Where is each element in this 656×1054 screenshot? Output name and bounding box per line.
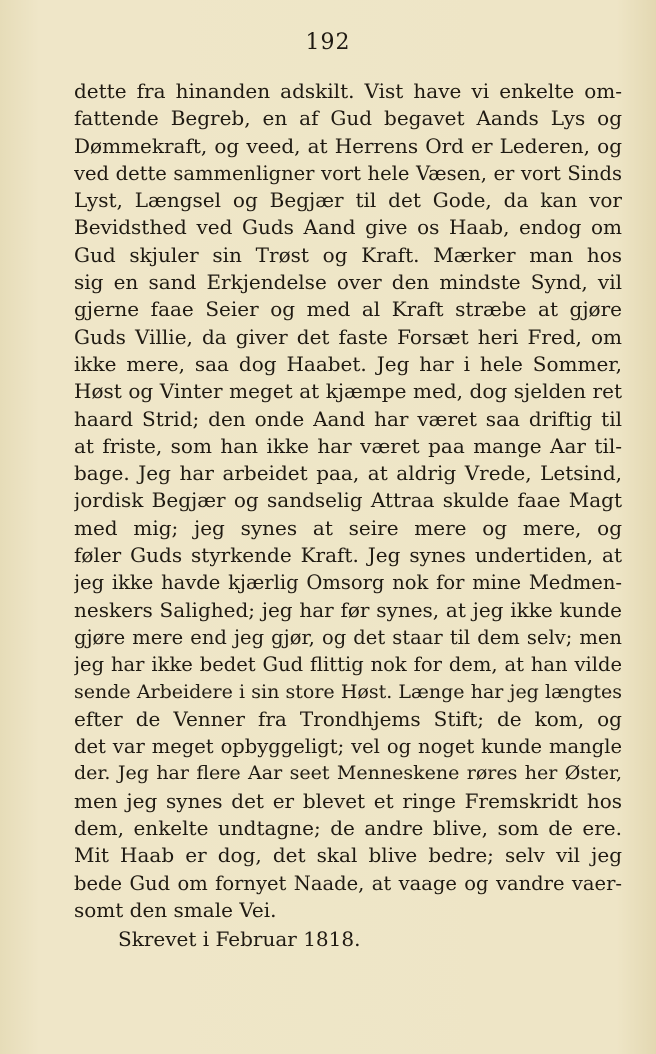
text-line: det var meget opbyggeligt; vel og noget kunde mangle [74, 735, 622, 759]
text-line: Høst og Vinter meget at kjæmpe med, dog sjelden ret [74, 379, 622, 404]
text-line: Dømmekraft, og veed, at Herrens Ord er Lederen, og [74, 133, 622, 158]
text-line: Guds Villie, da giver det faste Forsæt heri Fred, om [74, 324, 622, 349]
text-line: jeg har ikke bedet Gud flittig nok for dem, at han vilde [74, 653, 622, 677]
text-line: efter de Venner fra Trondhjems Stift; de kom, og [74, 706, 622, 731]
text-line: Bevidsthed ved Guds Aand give os Haab, endog om [74, 215, 622, 240]
text-line: Lyst, Længsel og Begjær til det Gode, da kan vor [74, 188, 622, 213]
text-line: jeg ikke havde kjærlig Omsorg nok for mine Medmen- [74, 571, 622, 595]
text-line: gjøre mere end jeg gjør, og det staar til dem selv; men [74, 625, 622, 649]
body-text [74, 78, 622, 954]
text-line: føler Guds styrkende Kraft. Jeg synes undertiden, at [74, 543, 622, 568]
text-line: neskers Salighed; jeg har før synes, at jeg ikke kunde [74, 597, 622, 622]
text-line: Gud skjuler sin Trøst og Kraft. Mærker man hos [74, 242, 622, 267]
text-line: fattende Begreb, en af Gud begavet Aands Lys og [74, 106, 622, 131]
text-line: haard Strid; den onde Aand har været saa driftig til [74, 406, 622, 431]
text-line: at friste, som han ikke har været paa mange Aar til- [74, 433, 622, 458]
text-line: gjerne faae Seier og med al Kraft stræbe at gjøre [74, 297, 622, 322]
text-line: sende Arbeidere i sin store Høst. Længe har jeg længtes [74, 680, 622, 703]
text-line: somt den smale Vei. [74, 897, 277, 922]
text-line: bage. Jeg har arbeidet paa, at aldrig Vrede, Letsind, [74, 461, 622, 486]
date-signature: Skrevet i Februar 1818. [118, 927, 361, 952]
text-line: ved dette sammenligner vort hele Væsen, er vort Sinds [74, 161, 622, 185]
page-number: 192 [305, 30, 351, 55]
text-line: dem, enkelte undtagne; de andre blive, som de ere. [74, 816, 622, 841]
text-line: Mit Haab er dog, det skal blive bedre; selv vil jeg [74, 843, 622, 868]
text-line: med mig; jeg synes at seire mere og mere, og [74, 515, 622, 540]
text-line: bede Gud om fornyet Naade, at vaage og vandre vaer- [74, 871, 622, 895]
text-line: dette fra hinanden adskilt. Vist have vi enkelte om- [74, 79, 622, 103]
text-line: der. Jeg har flere Aar seet Menneskene røres her Øster, [74, 762, 622, 785]
text-line: sig en sand Erkjendelse over den mindste Synd, vil [74, 270, 622, 295]
text-line: ikke mere, saa dog Haabet. Jeg har i hele Sommer, [74, 351, 622, 376]
text-line: jordisk Begjær og sandselig Attraa skulde faae Magt [74, 488, 622, 513]
text-line: men jeg synes det er blevet et ringe Fremskridt hos [74, 788, 622, 813]
